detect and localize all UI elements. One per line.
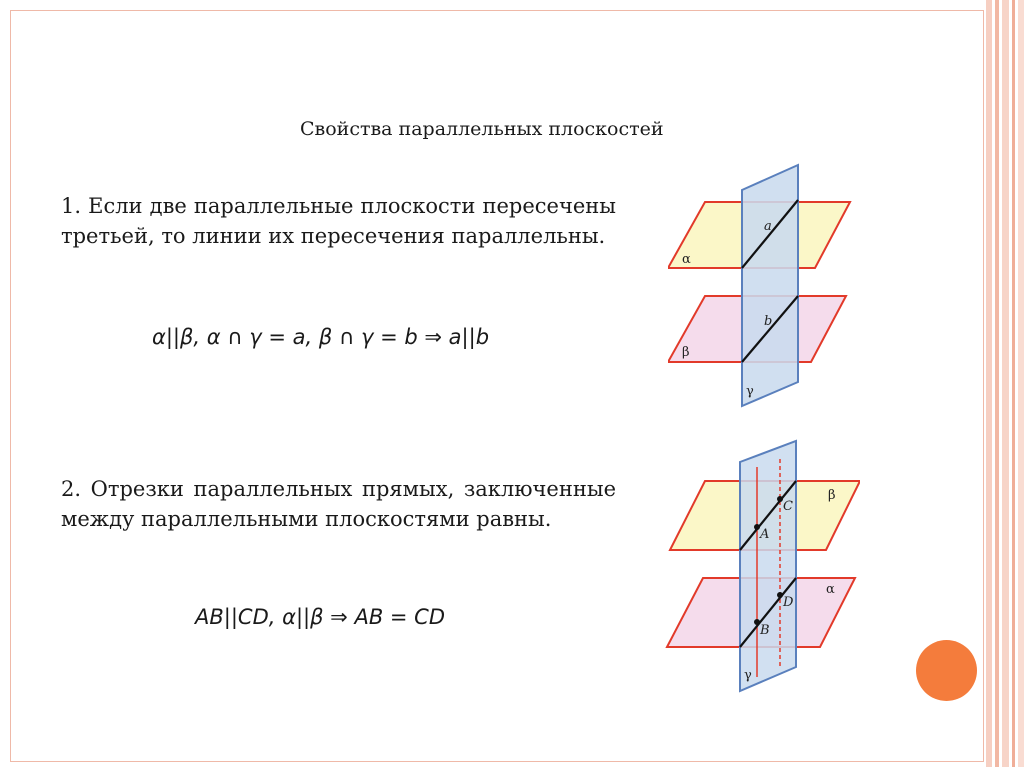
label-alpha: α: [826, 582, 835, 597]
plane-gamma: [742, 165, 798, 406]
accent-circle: [916, 640, 977, 701]
slide-title: Свойства параллельных плоскостей: [300, 118, 664, 140]
figure-1-planes: [668, 160, 858, 410]
label-alpha: α: [682, 252, 691, 267]
label-b: b: [764, 314, 773, 329]
label-d: D: [783, 595, 794, 610]
label-gamma: γ: [746, 384, 754, 399]
property-1-text: 1. Если две параллельные плоскости пересечены третьей, то линии их пересечения параллельны.: [61, 194, 616, 248]
property-2-formula: AB||CD, α||β ⇒ AB = CD: [195, 605, 446, 629]
decor-stripe: [1018, 0, 1024, 767]
decor-stripe: [1002, 0, 1009, 767]
plane-gamma: [740, 441, 796, 691]
label-a: a: [764, 219, 772, 234]
label-beta: β: [828, 488, 836, 503]
label-b: B: [760, 623, 770, 638]
label-a: A: [760, 527, 770, 542]
decor-stripe: [995, 0, 999, 767]
property-1-formula: α||β, α ∩ γ = a, β ∩ γ = b ⇒ a||b: [152, 325, 490, 349]
label-beta: β: [682, 345, 690, 360]
figure-2-planes: [660, 437, 860, 695]
decor-stripe: [986, 0, 992, 767]
decor-stripe: [1012, 0, 1015, 767]
label-c: C: [783, 499, 793, 514]
label-gamma: γ: [744, 668, 752, 683]
property-2-text: 2. Отрезки параллельных прямых, заключенные между параллельными плоскостями равны.: [61, 477, 616, 531]
